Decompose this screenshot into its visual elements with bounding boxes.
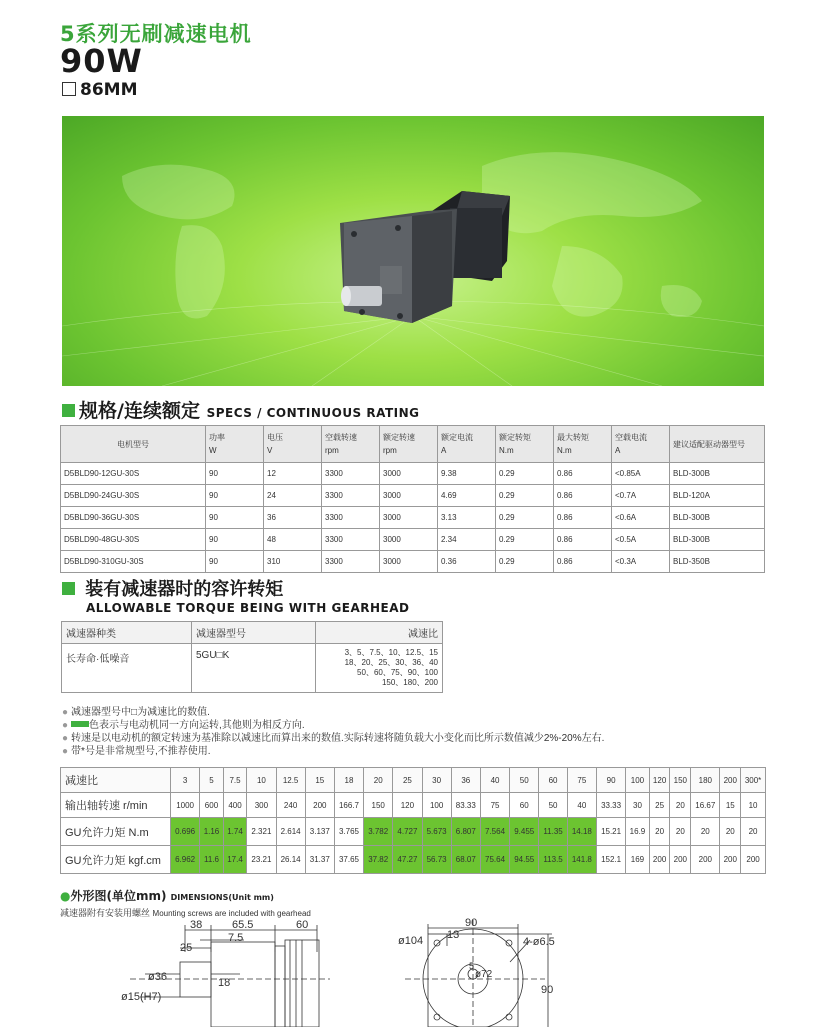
note-item: ● 带*号是非常规型号,不推荐使用. <box>62 746 211 757</box>
dim-side-65-5: 65.5 <box>232 919 254 931</box>
dimensions-heading: ●外形图(单位mm) DIMENSIONS(Unit mm) <box>60 889 274 903</box>
table-row: D5BLD90-48GU-30S 90 48 3300 3000 2.34 0.29 0.86 <0.5A BLD-300B <box>61 529 765 551</box>
table-cell: 23.21 <box>247 846 276 874</box>
table-cell: 20 <box>691 818 720 846</box>
header-cell: 空载电流 A <box>612 426 670 463</box>
table-cell: 75 <box>567 768 596 793</box>
series-title: 5系列无刷减速电机 <box>60 22 252 46</box>
dim-front-104: ø104 <box>398 935 424 947</box>
table-cell: 3 <box>171 768 200 793</box>
table-cell: 26.14 <box>276 846 305 874</box>
table-cell: 18 <box>334 768 363 793</box>
header-cell: 空载转速 rpm <box>322 426 380 463</box>
dim-side-18: 18 <box>218 977 231 989</box>
torque-nm-row: GU允许力矩 N.m 0.696 1.16 1.74 2.321 2.614 3.137 3.765 3.782 4.727 5.673 6.807 7.564 9.455 11.35 14.18 15.21 16.9 20 20 20 20 20 <box>61 818 766 846</box>
torque-table <box>60 767 766 874</box>
table-cell: 200 <box>670 846 691 874</box>
dim-side-60: 60 <box>296 919 309 931</box>
table-cell: 31.37 <box>305 846 334 874</box>
table-cell: 11.35 <box>539 818 567 846</box>
table-cell: 25 <box>649 793 670 818</box>
table-cell: 30 <box>422 768 451 793</box>
table-cell: 10 <box>247 768 276 793</box>
table-cell: 3.765 <box>334 818 363 846</box>
table-cell: 300 <box>247 793 276 818</box>
table-row: D5BLD90-36GU-30S 90 36 3300 3000 3.13 0.29 0.86 <0.6A BLD-300B <box>61 507 765 529</box>
table-header-row <box>61 426 765 463</box>
dimension-drawing <box>0 912 817 1027</box>
dim-front-5: 5 <box>469 961 475 971</box>
dim-side-15: ø15(H7) <box>121 991 162 1003</box>
table-row: D5BLD90-24GU-30S 90 24 3300 3000 4.69 0.29 0.86 <0.7A BLD-120A <box>61 485 765 507</box>
note-item: ● 转速是以电动机的额定转速为基准除以减速比而算出来的数值.实际转速将随负载大小变化而比所示数值减少2%-20%左右. <box>62 733 605 744</box>
gear-heading <box>62 575 283 601</box>
table-cell: 4.727 <box>393 818 422 846</box>
table-cell: 113.5 <box>539 846 567 874</box>
header-cell: 减速器种类 <box>62 622 192 644</box>
table-cell: 150 <box>670 768 691 793</box>
table-cell: 6.962 <box>171 846 200 874</box>
table-cell: 240 <box>276 793 305 818</box>
gear-heading-en: ALLOWABLE TORQUE BEING WITH GEARHEAD <box>86 601 410 615</box>
table-cell: 20 <box>741 818 766 846</box>
table-cell: 20 <box>649 818 670 846</box>
header-cell: 减速比 <box>316 622 443 644</box>
header-cell: 额定电流 A <box>438 426 496 463</box>
table-cell: 40 <box>567 793 596 818</box>
table-cell: 60 <box>539 768 567 793</box>
table-cell: 20 <box>670 818 691 846</box>
table-cell: 94.55 <box>510 846 539 874</box>
table-row: D5BLD90-310GU-30S 90 310 3300 3000 0.36 0.29 0.86 <0.3A BLD-350B <box>61 551 765 573</box>
green-swatch-icon <box>71 721 89 727</box>
dim-side-7-5: 7.5 <box>228 932 244 944</box>
table-cell: 6.807 <box>451 818 480 846</box>
table-cell: 15 <box>720 793 741 818</box>
dim-side-25: 25 <box>180 942 193 954</box>
table-header-row <box>62 622 443 644</box>
table-cell: 1.16 <box>200 818 224 846</box>
table-cell: 47.27 <box>393 846 422 874</box>
table-cell: 200 <box>720 768 741 793</box>
header-cell: 功率 W <box>206 426 264 463</box>
table-cell: 9.455 <box>510 818 539 846</box>
table-cell: 200 <box>691 846 720 874</box>
table-cell: 14.18 <box>567 818 596 846</box>
header-cell: 额定转矩 N.m <box>496 426 554 463</box>
gearhead-table <box>61 621 443 693</box>
specs-heading-en: SPECS / CONTINUOUS RATING <box>206 406 420 420</box>
specs-heading-cn: 规格/连续额定 <box>79 400 200 422</box>
table-cell: 0.696 <box>171 818 200 846</box>
table-cell: 100 <box>422 793 451 818</box>
dim-front-90-top: 90 <box>465 917 478 929</box>
table-cell: 2.321 <box>247 818 276 846</box>
table-cell: 120 <box>649 768 670 793</box>
table-cell: 1.74 <box>223 818 247 846</box>
gear-heading-cn: 装有减速器时的容许转矩 <box>85 579 284 600</box>
table-cell: 16.67 <box>691 793 720 818</box>
table-cell: 15.21 <box>596 818 625 846</box>
frame-size-label: 86MM <box>80 80 138 100</box>
table-cell: 180 <box>691 768 720 793</box>
table-cell: 30 <box>626 793 650 818</box>
dim-side-38: 38 <box>190 919 203 931</box>
table-cell: 200 <box>720 846 741 874</box>
table-cell: 40 <box>480 768 509 793</box>
dimensions-subtitle: 减速器附有安装用螺丝 Mounting screws are included with gearhead <box>60 908 311 918</box>
dim-front-holes: 4-ø6.5 <box>523 936 555 948</box>
table-cell: 120 <box>393 793 422 818</box>
table-cell: 37.65 <box>334 846 363 874</box>
product-hero-image <box>62 116 764 386</box>
header-cell: 减速器型号 <box>192 622 316 644</box>
ratio-list: 3、5、7.5、10、12.5、15 18、20、25、30、36、40 50、60、75、90、100 150、180、200 <box>316 644 443 693</box>
table-cell: 15 <box>305 768 334 793</box>
power-title: 90W <box>60 42 143 80</box>
table-row: 长寿命·低噪音 5GU□K 3、5、7.5、10、12.5、15 18、20、25、30、36、40 50、60、75、90、100 150、180、200 <box>62 644 443 693</box>
table-cell: 25 <box>393 768 422 793</box>
table-cell: 12.5 <box>276 768 305 793</box>
table-cell: 400 <box>223 793 247 818</box>
speed-row: 输出轴转速 r/min 1000 600 400 300 240 200 166.7 150 120 100 83.33 75 60 50 40 33.33 30 25 20 16.67 15 10 <box>61 793 766 818</box>
dim-front-72: ø72 <box>475 969 493 980</box>
table-cell: 50 <box>539 793 567 818</box>
table-cell: 16.9 <box>626 818 650 846</box>
table-cell: 56.73 <box>422 846 451 874</box>
table-cell: 600 <box>200 793 224 818</box>
table-cell: 83.33 <box>451 793 480 818</box>
header-cell: 电压 V <box>264 426 322 463</box>
table-cell: 200 <box>741 846 766 874</box>
table-cell: 3.782 <box>364 818 393 846</box>
table-cell: 7.5 <box>223 768 247 793</box>
green-square-icon <box>62 582 75 595</box>
table-cell: 200 <box>305 793 334 818</box>
table-cell: 11.6 <box>200 846 224 874</box>
table-cell: 50 <box>510 768 539 793</box>
header-cell: 最大转矩 N.m <box>554 426 612 463</box>
table-cell: 1000 <box>171 793 200 818</box>
dim-front-90-side: 90 <box>541 984 554 996</box>
specs-table <box>60 425 765 573</box>
table-cell: 75.64 <box>480 846 509 874</box>
header-cell: 建议适配驱动器型号 <box>670 426 765 463</box>
header-cell: 电机型号 <box>61 426 206 463</box>
header-cell: 额定转速 rpm <box>380 426 438 463</box>
table-cell: 10 <box>741 793 766 818</box>
green-square-icon <box>62 404 75 417</box>
table-cell: 7.564 <box>480 818 509 846</box>
table-cell: 33.33 <box>596 793 625 818</box>
note-item: ● 减速器型号中□为减速比的数值. <box>62 707 210 718</box>
table-cell: 169 <box>626 846 650 874</box>
ratio-row: 减速比 3 5 7.5 10 12.5 15 18 20 25 30 36 40 50 60 75 90 100 120 150 180 200 300* <box>61 768 766 793</box>
table-cell: 150 <box>364 793 393 818</box>
dim-front-13: 13 <box>447 929 460 941</box>
table-cell: 300* <box>741 768 766 793</box>
torque-kgf-row: GU允许力矩 kgf.cm 6.962 11.6 17.4 23.21 26.14 31.37 37.65 37.82 47.27 56.73 68.07 75.64 94.55 113.5 141.8 152.1 169 200 200 200 200 200 <box>61 846 766 874</box>
table-cell: 75 <box>480 793 509 818</box>
table-cell: 5.673 <box>422 818 451 846</box>
table-cell: 20 <box>670 793 691 818</box>
table-cell: 17.4 <box>223 846 247 874</box>
table-cell: 36 <box>451 768 480 793</box>
table-row: D5BLD90-12GU-30S 90 12 3300 3000 9.38 0.29 0.86 <0.85A BLD-300B <box>61 463 765 485</box>
motor-illustration <box>62 116 764 386</box>
note-item: ● 色表示与电动机同一方向运转,其他则为相反方向. <box>62 720 305 731</box>
table-cell: 200 <box>649 846 670 874</box>
notes <box>62 706 604 758</box>
specs-heading <box>62 396 420 423</box>
table-cell: 100 <box>626 768 650 793</box>
dim-side-36: ø36 <box>148 971 167 983</box>
table-cell: 141.8 <box>567 846 596 874</box>
table-cell: 5 <box>200 768 224 793</box>
table-cell: 20 <box>720 818 741 846</box>
table-cell: 90 <box>596 768 625 793</box>
frame-size-title <box>62 80 138 100</box>
table-cell: 20 <box>364 768 393 793</box>
table-cell: 3.137 <box>305 818 334 846</box>
table-cell: 37.82 <box>364 846 393 874</box>
table-cell: 68.07 <box>451 846 480 874</box>
table-cell: 2.614 <box>276 818 305 846</box>
table-cell: 60 <box>510 793 539 818</box>
table-cell: 166.7 <box>334 793 363 818</box>
table-cell: 152.1 <box>596 846 625 874</box>
square-icon <box>62 82 76 96</box>
